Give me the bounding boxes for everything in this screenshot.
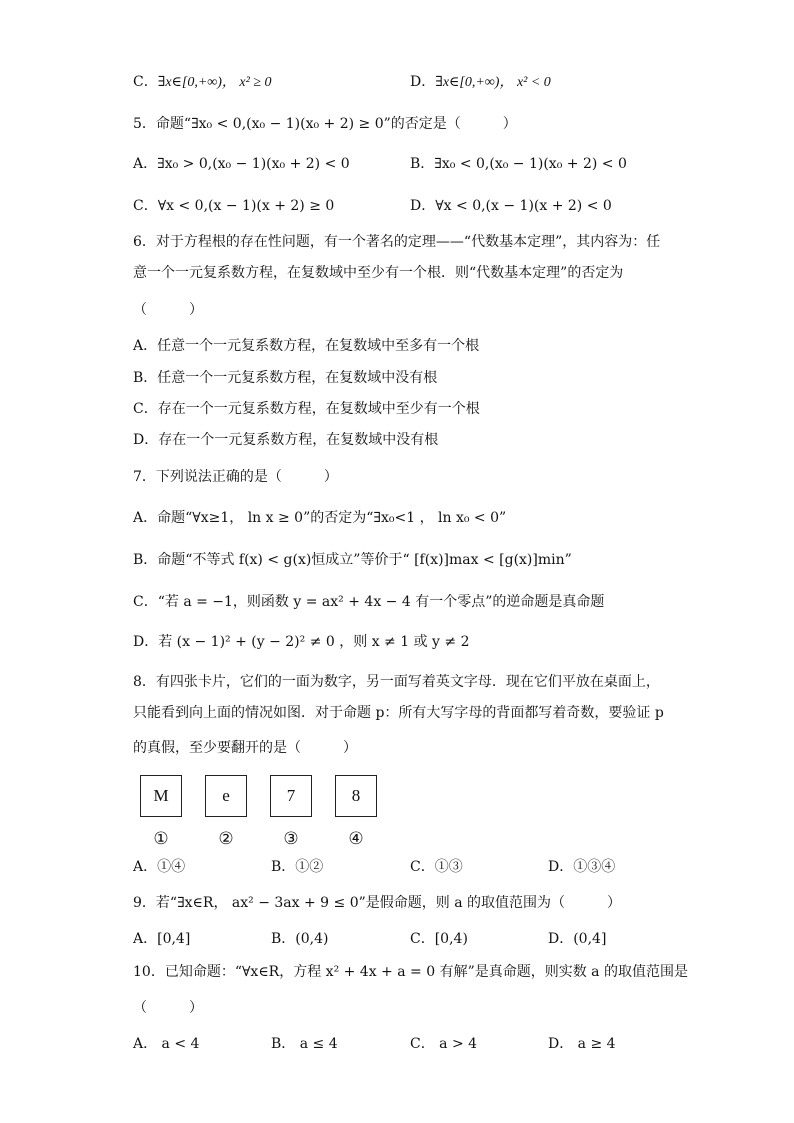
q10-option-c: C． a > 4 bbox=[410, 1036, 478, 1052]
q8-option-a: A．①④ bbox=[133, 859, 186, 875]
q10-option-d: D． a ≥ 4 bbox=[548, 1036, 616, 1052]
q7-option-d: D．若 (x − 1)² + (y − 2)² ≠ 0 ，则 x ≠ 1 或 y ≠ 2 bbox=[133, 634, 470, 650]
q8-option-d: D．①③④ bbox=[548, 859, 616, 875]
q6-option-d: D．存在一个一元复系数方程，在复数域中没有根 bbox=[133, 432, 439, 448]
q5-option-b: B．∃x₀ < 0,(x₀ − 1)(x₀ + 2) < 0 bbox=[410, 156, 627, 172]
card-4: 8 bbox=[335, 775, 377, 817]
card-1: M bbox=[140, 775, 182, 817]
q7-stem: 7．下列说法正确的是（ ） bbox=[133, 469, 338, 485]
card-2-number: ② bbox=[218, 829, 234, 849]
q5-option-d: D．∀x < 0,(x − 1)(x + 2) < 0 bbox=[410, 198, 612, 214]
q8-stem-line1: 8．有四张卡片，它们的一面为数字，另一面写着英文字母．现在它们平放在桌面上， bbox=[133, 674, 660, 690]
q8-option-c: C．①③ bbox=[410, 859, 463, 875]
card-1-number: ① bbox=[153, 829, 169, 849]
card-2: e bbox=[205, 775, 247, 817]
q5-option-c: C．∀x < 0,(x − 1)(x + 2) ≥ 0 bbox=[133, 198, 335, 214]
q6-stem-line3: （ ） bbox=[133, 302, 203, 318]
card-3-number: ③ bbox=[283, 829, 299, 849]
q10-stem-line2: （ ） bbox=[133, 1000, 203, 1016]
q8-stem-line2: 只能看到向上面的情况如图．对于命题 p：所有大写字母的背面都写着奇数，要验证 p bbox=[133, 705, 664, 721]
q9-option-d: D．(0,4] bbox=[548, 931, 607, 947]
card-3: 7 bbox=[270, 775, 312, 817]
q7-option-b: B．命题“不等式 f(x) < g(x)恒成立”等价于“ [f(x)]max < [g(x)]min” bbox=[133, 552, 572, 568]
q6-stem-line2: 意一个一元复系数方程，在复数域中至少有一个根．则“代数基本定理”的否定为 bbox=[133, 265, 624, 281]
q9-option-a: A．[0,4] bbox=[133, 931, 191, 947]
q9-option-b: B．(0,4) bbox=[271, 931, 329, 947]
q9-option-c: C．[0,4) bbox=[410, 931, 468, 947]
q9-stem: 9．若“∃x∈R， ax² − 3ax + 9 ≤ 0”是假命题，则 a 的取值范围为（ ） bbox=[133, 895, 622, 911]
q10-option-b: B． a ≤ 4 bbox=[271, 1036, 338, 1052]
q6-stem-line1: 6．对于方程根的存在性问题，有一个著名的定理——“代数基本定理”，其内容为：任 bbox=[133, 234, 661, 250]
q7-option-c: C．“若 a = −1，则函数 y = ax² + 4x − 4 有一个零点”的逆命题是真命题 bbox=[133, 594, 605, 610]
q10-option-a: A． a < 4 bbox=[133, 1036, 200, 1052]
q5-option-a: A．∃x₀ > 0,(x₀ − 1)(x₀ + 2) < 0 bbox=[133, 156, 350, 172]
q10-stem-line1: 10．已知命题：“∀x∈R，方程 x² + 4x + a = 0 有解”是真命题，则实数 a 的取值范围是 bbox=[133, 964, 688, 980]
q5-stem: 5．命题“∃x₀ < 0,(x₀ − 1)(x₀ + 2) ≥ 0”的否定是（ ） bbox=[133, 116, 517, 132]
q8-stem-line3: 的真假，至少要翻开的是（ ） bbox=[133, 740, 357, 756]
q6-option-b: B．任意一个一元复系数方程，在复数域中没有根 bbox=[133, 370, 438, 386]
q7-option-a: A．命题“∀x≥1， ln x ≥ 0”的否定为“∃x₀<1 ， ln x₀ < 0” bbox=[133, 510, 507, 526]
card-4-number: ④ bbox=[348, 829, 364, 849]
q6-option-a: A．任意一个一元复系数方程，在复数域中至多有一个根 bbox=[133, 338, 480, 354]
q4-option-c: C．∃x∈[0,+∞)， x² ≥ 0 bbox=[133, 74, 272, 90]
q6-option-c: C．存在一个一元复系数方程，在复数域中至少有一个根 bbox=[133, 401, 480, 417]
q8-option-b: B．①② bbox=[271, 859, 324, 875]
q4-option-d: D．∃x∈[0,+∞)， x² < 0 bbox=[410, 74, 551, 90]
